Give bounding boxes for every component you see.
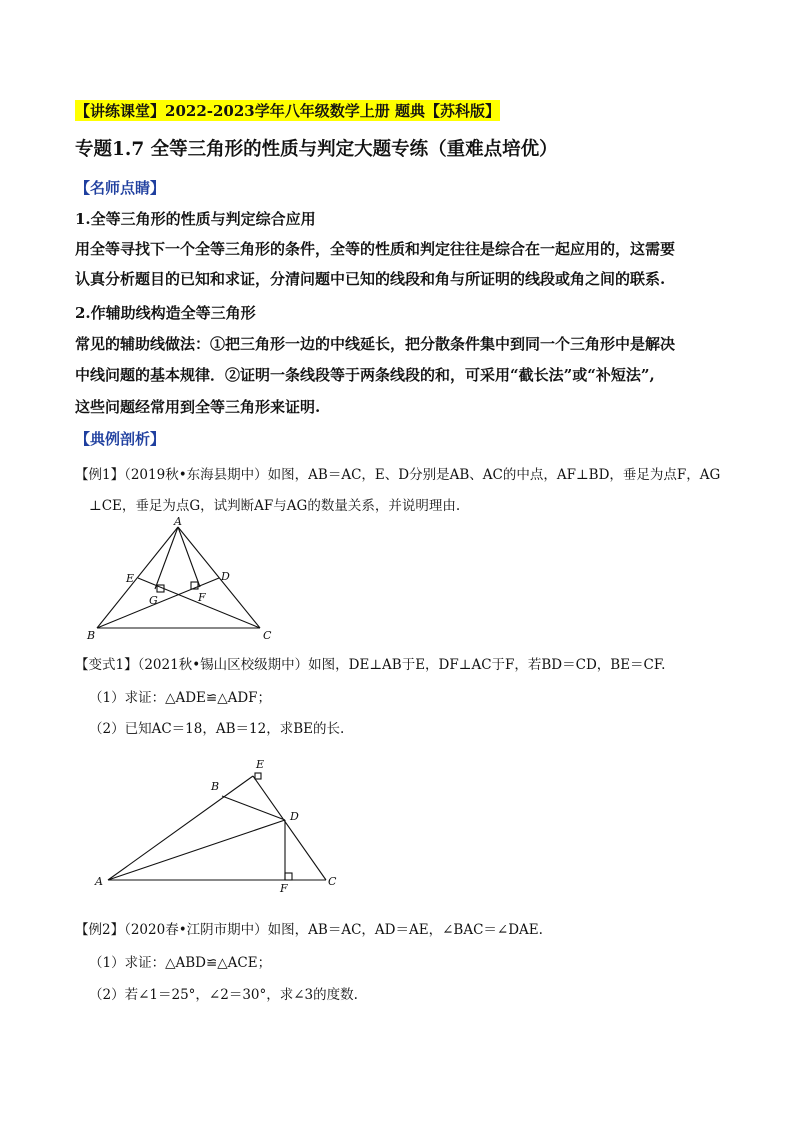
label-D: D bbox=[290, 810, 299, 823]
seg-AC bbox=[178, 527, 260, 628]
label-A: A bbox=[95, 875, 103, 888]
example2-q2: （2）若∠1＝25°，∠2＝30°，求∠3的度数. bbox=[89, 987, 358, 1003]
point1-line2: 认真分析题目的已知和求证，分清问题中已知的线段和角与所证明的线段或角之间的联系. bbox=[75, 270, 666, 288]
label-D: D bbox=[221, 570, 230, 583]
label-C: C bbox=[263, 629, 272, 642]
seg-AE bbox=[108, 776, 253, 880]
point2-line3: 这些问题经常用到全等三角形来证明. bbox=[75, 398, 321, 416]
seg-AD bbox=[108, 820, 285, 880]
label-E: E bbox=[256, 758, 265, 771]
seg-AB bbox=[97, 527, 178, 628]
doc-title: 专题1.7 全等三角形的性质与判定大题专练（重难点培优） bbox=[75, 139, 558, 160]
seg-AG bbox=[155, 527, 178, 589]
variant1-q2: （2）已知AC＝18，AB＝12，求BE的长. bbox=[89, 721, 345, 737]
label-G: G bbox=[149, 594, 158, 607]
tips-heading: 【名师点睛】 bbox=[75, 179, 166, 197]
seg-AF bbox=[178, 527, 200, 587]
label-B: B bbox=[87, 629, 96, 642]
header-lead: 【讲练课堂】 bbox=[75, 102, 166, 120]
point2-line2: 中线问题的基本规律．②证明一条线段等于两条线段的和，可采用“截长法”或“补短法”, bbox=[75, 366, 655, 384]
example1-line1: 【例1】（2019秋•东海县期中）如图，AB＝AC，E、D分别是AB、AC的中点，AF⊥BD，垂足为点F，AG bbox=[75, 467, 721, 483]
header-banner bbox=[75, 100, 500, 121]
header-edition: 【苏科版】 bbox=[424, 102, 500, 120]
right-angle-E bbox=[255, 773, 261, 779]
point2-title: 2.作辅助线构造全等三角形 bbox=[75, 304, 256, 322]
label-E: E bbox=[126, 572, 135, 585]
variant1-figure bbox=[90, 752, 350, 897]
variant1-q1: （1）求证：△ADE≌△ADF； bbox=[89, 690, 272, 706]
point2-line1: 常见的辅助线做法：①把三角形一边的中线延长，把分散条件集中到同一个三角形中是解决 bbox=[75, 335, 676, 353]
example2-q1: （1）求证：△ABD≌△ACE； bbox=[89, 955, 272, 971]
label-F: F bbox=[198, 591, 206, 604]
seg-EC bbox=[253, 776, 326, 880]
right-angle-F bbox=[285, 873, 292, 880]
point1-line1: 用全等寻找下一个全等三角形的条件，全等的性质和判定往往是综合在一起应用的，这需要 bbox=[75, 240, 676, 258]
label-A: A bbox=[174, 515, 182, 528]
header-title: 2022-2023学年八年级数学上册 题典 bbox=[165, 102, 425, 120]
variant1-line1: 【变式1】（2021秋•锡山区校级期中）如图，DE⊥AB于E，DF⊥AC于F，若BD＝CD，BE＝CF. bbox=[75, 657, 666, 673]
examples-heading: 【典例剖析】 bbox=[75, 430, 166, 448]
label-B: B bbox=[211, 780, 220, 793]
point1-title: 1.全等三角形的性质与判定综合应用 bbox=[75, 210, 316, 228]
label-F: F bbox=[280, 882, 288, 895]
label-C: C bbox=[328, 875, 337, 888]
example1-line2: ⊥CE，垂足为点G，试判断AF与AG的数量关系，并说明理由. bbox=[89, 498, 461, 514]
example1-figure bbox=[85, 515, 285, 645]
example2-line1: 【例2】（2020春•江阴市期中）如图，AB＝AC，AD＝AE，∠BAC＝∠DAE. bbox=[75, 922, 543, 938]
